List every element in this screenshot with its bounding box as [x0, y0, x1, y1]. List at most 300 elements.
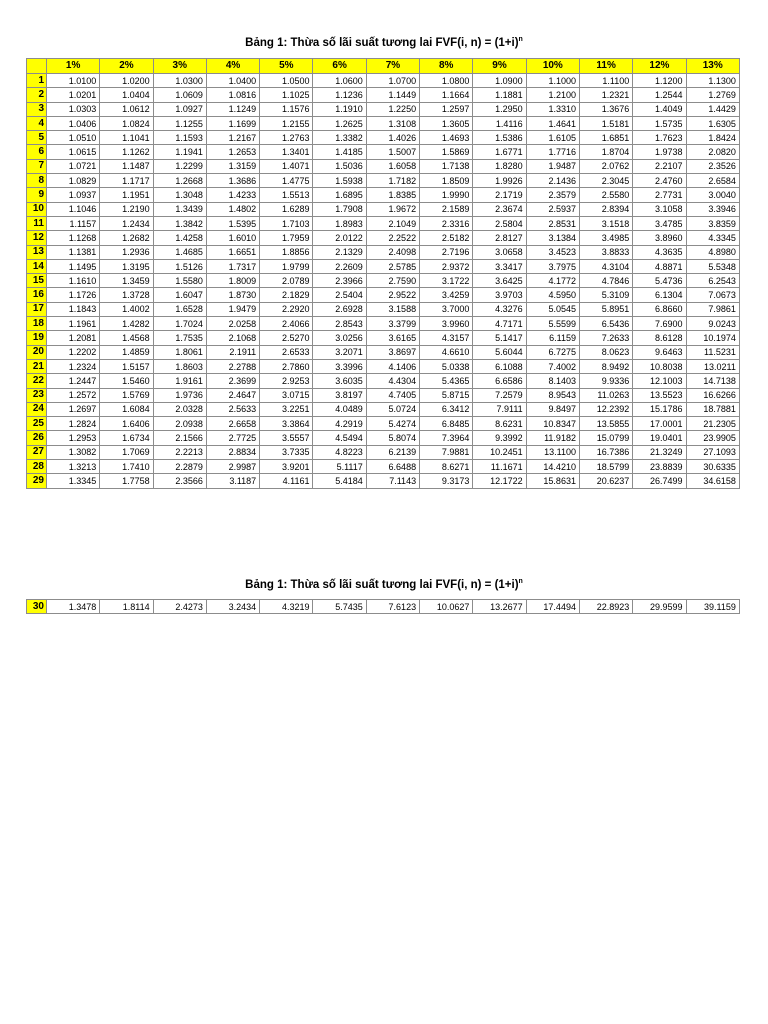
value-cell: 1.1025: [260, 88, 313, 102]
value-cell: 1.6047: [153, 288, 206, 302]
value-cell: 1.3459: [100, 274, 153, 288]
value-cell: 4.8223: [313, 445, 366, 459]
row-number: 21: [27, 359, 47, 373]
row-number: 13: [27, 245, 47, 259]
value-cell: 15.0799: [579, 431, 632, 445]
value-cell: 26.7499: [633, 474, 686, 488]
value-cell: 1.7069: [100, 445, 153, 459]
value-cell: 10.1974: [686, 331, 739, 345]
column-header: 6%: [313, 59, 366, 74]
value-cell: 6.2139: [366, 445, 419, 459]
column-header: 1%: [47, 59, 100, 74]
value-cell: 19.0401: [633, 431, 686, 445]
value-cell: 2.0328: [153, 402, 206, 416]
value-cell: 1.2434: [100, 216, 153, 230]
column-header: 4%: [206, 59, 259, 74]
value-cell: 1.0510: [47, 131, 100, 145]
value-cell: 1.3082: [47, 445, 100, 459]
value-cell: 7.6123: [366, 600, 419, 614]
value-cell: 1.6771: [473, 145, 526, 159]
value-cell: 1.7908: [313, 202, 366, 216]
value-cell: 2.3316: [420, 216, 473, 230]
value-cell: 2.1329: [313, 245, 366, 259]
row-number: 9: [27, 188, 47, 202]
value-cell: 5.0338: [420, 359, 473, 373]
value-cell: 2.5182: [420, 231, 473, 245]
value-cell: 3.3417: [473, 259, 526, 273]
value-cell: 1.0816: [206, 88, 259, 102]
table-row: [27, 331, 740, 345]
value-cell: 1.2625: [313, 116, 366, 130]
value-cell: 1.4071: [260, 159, 313, 173]
value-cell: 5.6044: [473, 345, 526, 359]
value-cell: 7.3964: [420, 431, 473, 445]
value-cell: 1.1100: [579, 74, 632, 88]
value-cell: 1.2447: [47, 374, 100, 388]
value-cell: 5.4184: [313, 474, 366, 488]
value-cell: 1.1000: [526, 74, 579, 88]
value-cell: 2.1049: [366, 216, 419, 230]
value-cell: 2.8834: [206, 445, 259, 459]
value-cell: 2.0258: [206, 317, 259, 331]
table-row: [27, 474, 740, 488]
value-cell: 1.1262: [100, 145, 153, 159]
value-cell: 8.6271: [420, 460, 473, 474]
row-number: 8: [27, 174, 47, 188]
value-cell: 13.1100: [526, 445, 579, 459]
value-cell: 5.0545: [526, 302, 579, 316]
value-cell: 1.4258: [153, 231, 206, 245]
value-cell: 1.8603: [153, 359, 206, 373]
value-cell: 7.1143: [366, 474, 419, 488]
value-cell: 2.2213: [153, 445, 206, 459]
table-row: [27, 317, 740, 331]
value-cell: 2.1566: [153, 431, 206, 445]
value-cell: 1.1717: [100, 174, 153, 188]
value-cell: 3.7975: [526, 259, 579, 273]
row-number: 24: [27, 402, 47, 416]
value-cell: 1.1268: [47, 231, 100, 245]
value-cell: 2.7590: [366, 274, 419, 288]
column-header: 12%: [633, 59, 686, 74]
value-cell: 1.2572: [47, 388, 100, 402]
value-cell: 1.4775: [260, 174, 313, 188]
value-cell: 1.2697: [47, 402, 100, 416]
value-cell: 1.6010: [206, 231, 259, 245]
value-cell: 1.5157: [100, 359, 153, 373]
value-cell: 9.3992: [473, 431, 526, 445]
row-number: 18: [27, 317, 47, 331]
title-superscript: n: [518, 36, 523, 43]
value-cell: 9.0243: [686, 317, 739, 331]
value-cell: 1.0721: [47, 159, 100, 173]
value-cell: 1.6105: [526, 131, 579, 145]
value-cell: 1.1881: [473, 88, 526, 102]
value-cell: 20.6237: [579, 474, 632, 488]
value-cell: 4.0489: [313, 402, 366, 416]
value-cell: 13.5855: [579, 417, 632, 431]
value-cell: 2.3045: [579, 174, 632, 188]
value-cell: 6.1088: [473, 359, 526, 373]
value-cell: 1.1726: [47, 288, 100, 302]
value-cell: 15.1786: [633, 402, 686, 416]
value-cell: 1.1300: [686, 74, 739, 88]
column-header: 3%: [153, 59, 206, 74]
value-cell: 1.0824: [100, 116, 153, 130]
value-cell: 2.3566: [153, 474, 206, 488]
value-cell: 2.2879: [153, 460, 206, 474]
value-cell: 1.5395: [206, 216, 259, 230]
value-cell: 1.2202: [47, 345, 100, 359]
value-cell: 1.7182: [366, 174, 419, 188]
value-cell: 2.5937: [526, 202, 579, 216]
value-cell: 3.1722: [420, 274, 473, 288]
column-header: 11%: [579, 59, 632, 74]
column-header: 7%: [366, 59, 419, 74]
value-cell: 5.0724: [366, 402, 419, 416]
row-number: 29: [27, 474, 47, 488]
table-row: [27, 417, 740, 431]
header-row: [27, 59, 740, 74]
value-cell: 1.4185: [313, 145, 366, 159]
value-cell: 1.2597: [420, 102, 473, 116]
row-number: 5: [27, 131, 47, 145]
value-cell: 1.3401: [260, 145, 313, 159]
table-row: [27, 302, 740, 316]
value-cell: 1.3605: [420, 116, 473, 130]
value-cell: 7.9111: [473, 402, 526, 416]
value-cell: 3.4259: [420, 288, 473, 302]
value-cell: 1.8280: [473, 159, 526, 173]
table-row: [27, 116, 740, 130]
row-number: 4: [27, 116, 47, 130]
value-cell: 2.4760: [633, 174, 686, 188]
value-cell: 7.9881: [420, 445, 473, 459]
value-cell: 2.9987: [206, 460, 259, 474]
value-cell: 1.6651: [206, 245, 259, 259]
value-cell: 1.3213: [47, 460, 100, 474]
value-cell: 1.2936: [100, 245, 153, 259]
value-cell: 2.7725: [206, 431, 259, 445]
table-row: [27, 102, 740, 116]
value-cell: 3.4785: [633, 216, 686, 230]
value-cell: 1.1699: [206, 116, 259, 130]
value-cell: 12.2392: [579, 402, 632, 416]
value-cell: 1.5460: [100, 374, 153, 388]
value-cell: 6.7275: [526, 345, 579, 359]
value-cell: 3.7335: [260, 445, 313, 459]
value-cell: 1.2321: [579, 88, 632, 102]
value-cell: 2.5785: [366, 259, 419, 273]
value-cell: 1.8424: [686, 131, 739, 145]
table-row: [27, 231, 740, 245]
value-cell: 4.2919: [313, 417, 366, 431]
value-cell: 13.2677: [473, 600, 526, 614]
value-cell: 3.7000: [420, 302, 473, 316]
value-cell: 1.7138: [420, 159, 473, 173]
value-cell: 4.6610: [420, 345, 473, 359]
value-cell: 1.0300: [153, 74, 206, 88]
value-cell: 9.9336: [579, 374, 632, 388]
value-cell: 1.3108: [366, 116, 419, 130]
value-cell: 2.3699: [206, 374, 259, 388]
value-cell: 1.9926: [473, 174, 526, 188]
value-cell: 2.4273: [153, 600, 206, 614]
title-superscript: n: [518, 578, 523, 585]
value-cell: 5.4274: [366, 417, 419, 431]
value-cell: 2.4066: [260, 317, 313, 331]
value-cell: 1.0400: [206, 74, 259, 88]
value-cell: 8.9543: [526, 388, 579, 402]
value-cell: 1.2250: [366, 102, 419, 116]
value-cell: 1.9672: [366, 202, 419, 216]
value-cell: 8.0623: [579, 345, 632, 359]
value-cell: 1.4429: [686, 102, 739, 116]
value-cell: 27.1093: [686, 445, 739, 459]
column-header: 5%: [260, 59, 313, 74]
value-cell: 2.6533: [260, 345, 313, 359]
value-cell: 1.0406: [47, 116, 100, 130]
value-cell: 1.2769: [686, 88, 739, 102]
value-cell: 13.0211: [686, 359, 739, 373]
value-cell: 3.4523: [526, 245, 579, 259]
value-cell: 3.4985: [579, 231, 632, 245]
table-title: [0, 36, 768, 49]
value-cell: 1.2950: [473, 102, 526, 116]
value-cell: 2.1068: [206, 331, 259, 345]
value-cell: 1.8009: [206, 274, 259, 288]
value-cell: 16.6266: [686, 388, 739, 402]
table-row: [27, 274, 740, 288]
table-row: [27, 188, 740, 202]
value-cell: 4.3104: [579, 259, 632, 273]
value-cell: 3.1518: [579, 216, 632, 230]
table-body-continued: [27, 600, 740, 614]
value-cell: 1.3310: [526, 102, 579, 116]
value-cell: 10.8347: [526, 417, 579, 431]
value-cell: 1.4026: [366, 131, 419, 145]
value-cell: 1.7535: [153, 331, 206, 345]
value-cell: 10.0627: [420, 600, 473, 614]
table-row: [27, 216, 740, 230]
value-cell: 1.1941: [153, 145, 206, 159]
value-cell: 2.7731: [633, 188, 686, 202]
value-cell: 3.0256: [313, 331, 366, 345]
value-cell: 3.2434: [206, 600, 259, 614]
value-cell: 5.8715: [420, 388, 473, 402]
table-title-repeat: [0, 578, 768, 591]
value-cell: 4.3635: [633, 245, 686, 259]
row-number: 3: [27, 102, 47, 116]
value-cell: 3.9201: [260, 460, 313, 474]
value-cell: 1.6895: [313, 188, 366, 202]
value-cell: 1.2299: [153, 159, 206, 173]
value-cell: 1.0900: [473, 74, 526, 88]
value-cell: 1.1200: [633, 74, 686, 88]
value-cell: 1.0303: [47, 102, 100, 116]
value-cell: 2.2788: [206, 359, 259, 373]
value-cell: 3.9960: [420, 317, 473, 331]
value-cell: 1.1610: [47, 274, 100, 288]
value-cell: 1.0200: [100, 74, 153, 88]
corner-cell: [27, 59, 47, 74]
value-cell: 1.4116: [473, 116, 526, 130]
value-cell: 1.7959: [260, 231, 313, 245]
table-row: [27, 259, 740, 273]
value-cell: 1.3382: [313, 131, 366, 145]
value-cell: 1.5769: [100, 388, 153, 402]
value-cell: 6.6488: [366, 460, 419, 474]
value-cell: 21.3249: [633, 445, 686, 459]
value-cell: 4.4304: [366, 374, 419, 388]
table-row: [27, 388, 740, 402]
value-cell: 1.9479: [206, 302, 259, 316]
value-cell: 8.6231: [473, 417, 526, 431]
value-cell: 2.7196: [420, 245, 473, 259]
value-cell: 2.4647: [206, 388, 259, 402]
value-cell: 1.4002: [100, 302, 153, 316]
value-cell: 1.2668: [153, 174, 206, 188]
value-cell: 7.9861: [686, 302, 739, 316]
table-row: [27, 345, 740, 359]
value-cell: 3.5557: [260, 431, 313, 445]
value-cell: 17.4494: [526, 600, 579, 614]
value-cell: 1.5386: [473, 131, 526, 145]
value-cell: 34.6158: [686, 474, 739, 488]
value-cell: 30.6335: [686, 460, 739, 474]
value-cell: 1.8061: [153, 345, 206, 359]
value-cell: 2.0820: [686, 145, 739, 159]
value-cell: 1.8385: [366, 188, 419, 202]
value-cell: 1.2824: [47, 417, 100, 431]
value-cell: 7.2579: [473, 388, 526, 402]
value-cell: 1.3728: [100, 288, 153, 302]
value-cell: 3.1588: [366, 302, 419, 316]
value-cell: 1.4641: [526, 116, 579, 130]
value-cell: 2.2609: [313, 259, 366, 273]
value-cell: 1.1495: [47, 259, 100, 273]
value-cell: 1.3048: [153, 188, 206, 202]
value-cell: 2.5633: [206, 402, 259, 416]
value-cell: 1.8856: [260, 245, 313, 259]
column-header: 9%: [473, 59, 526, 74]
value-cell: 1.7758: [100, 474, 153, 488]
value-cell: 2.6928: [313, 302, 366, 316]
value-cell: 1.0201: [47, 88, 100, 102]
value-cell: 1.2953: [47, 431, 100, 445]
value-cell: 1.3439: [153, 202, 206, 216]
value-cell: 2.3966: [313, 274, 366, 288]
value-cell: 1.0927: [153, 102, 206, 116]
value-cell: 2.4098: [366, 245, 419, 259]
value-cell: 1.2167: [206, 131, 259, 145]
value-cell: 3.8359: [686, 216, 739, 230]
value-cell: 2.8543: [313, 317, 366, 331]
value-cell: 14.7138: [686, 374, 739, 388]
value-cell: 1.0600: [313, 74, 366, 88]
value-cell: 23.9905: [686, 431, 739, 445]
value-cell: 11.0263: [579, 388, 632, 402]
value-cell: 1.0500: [260, 74, 313, 88]
value-cell: 1.1046: [47, 202, 100, 216]
value-cell: 1.1381: [47, 245, 100, 259]
value-cell: 8.9492: [579, 359, 632, 373]
value-cell: 11.5231: [686, 345, 739, 359]
value-cell: 5.7435: [313, 600, 366, 614]
value-cell: 1.9487: [526, 159, 579, 173]
row-number: 14: [27, 259, 47, 273]
fvf-table-continued: [26, 599, 740, 614]
row-number: 27: [27, 445, 47, 459]
value-cell: 4.3219: [260, 600, 313, 614]
value-cell: 7.4002: [526, 359, 579, 373]
value-cell: 3.8697: [366, 345, 419, 359]
value-cell: 4.8980: [686, 245, 739, 259]
value-cell: 7.2633: [579, 331, 632, 345]
value-cell: 3.6035: [313, 374, 366, 388]
value-cell: 14.4210: [526, 460, 579, 474]
value-cell: 12.1003: [633, 374, 686, 388]
value-cell: 11.1671: [473, 460, 526, 474]
row-number: 19: [27, 331, 47, 345]
value-cell: 1.5036: [313, 159, 366, 173]
value-cell: 2.5270: [260, 331, 313, 345]
value-cell: 6.5436: [579, 317, 632, 331]
row-number: 22: [27, 374, 47, 388]
value-cell: 1.4568: [100, 331, 153, 345]
value-cell: 3.3946: [686, 202, 739, 216]
table-row: [27, 359, 740, 373]
value-cell: 3.2071: [313, 345, 366, 359]
value-cell: 6.2543: [686, 274, 739, 288]
value-cell: 1.7623: [633, 131, 686, 145]
value-cell: 1.6058: [366, 159, 419, 173]
value-cell: 1.2100: [526, 88, 579, 102]
value-cell: 1.7103: [260, 216, 313, 230]
table-row: [27, 131, 740, 145]
value-cell: 5.3109: [579, 288, 632, 302]
value-cell: 1.4693: [420, 131, 473, 145]
value-cell: 2.0789: [260, 274, 313, 288]
value-cell: 1.1910: [313, 102, 366, 116]
value-cell: 2.5580: [579, 188, 632, 202]
value-cell: 1.3686: [206, 174, 259, 188]
value-cell: 1.8704: [579, 145, 632, 159]
value-cell: 1.7024: [153, 317, 206, 331]
value-cell: 1.0404: [100, 88, 153, 102]
value-cell: 15.8631: [526, 474, 579, 488]
value-cell: 1.1449: [366, 88, 419, 102]
table-row: [27, 174, 740, 188]
row-number: 25: [27, 417, 47, 431]
value-cell: 1.5181: [579, 116, 632, 130]
table-row: [27, 74, 740, 88]
row-number: 16: [27, 288, 47, 302]
value-cell: 6.1159: [526, 331, 579, 345]
value-cell: 5.8074: [366, 431, 419, 445]
value-cell: 9.8497: [526, 402, 579, 416]
value-cell: 1.5869: [420, 145, 473, 159]
row-number: 17: [27, 302, 47, 316]
value-cell: 1.8509: [420, 174, 473, 188]
table-row: [27, 431, 740, 445]
value-cell: 2.1911: [206, 345, 259, 359]
value-cell: 2.6658: [206, 417, 259, 431]
value-cell: 21.2305: [686, 417, 739, 431]
value-cell: 1.2324: [47, 359, 100, 373]
value-cell: 1.1576: [260, 102, 313, 116]
value-cell: 3.9703: [473, 288, 526, 302]
